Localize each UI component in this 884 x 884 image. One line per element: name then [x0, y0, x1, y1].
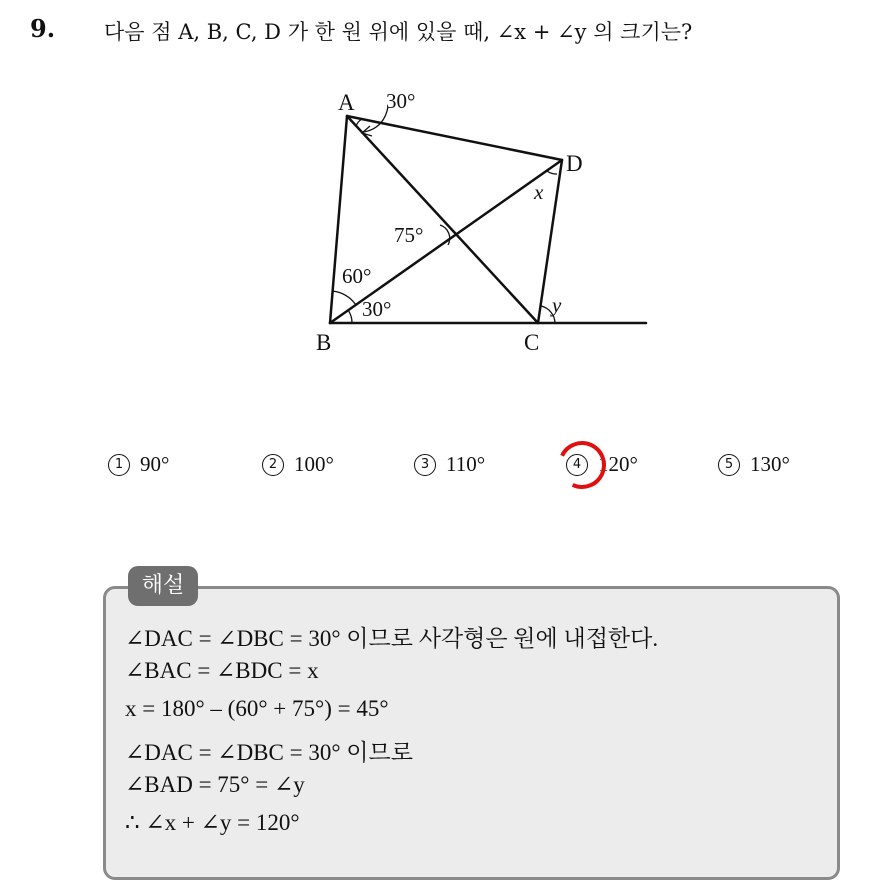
- solution-line-5: ∠BAD = 75° = ∠y: [125, 772, 305, 797]
- label-angle-a-30: 30°: [386, 89, 416, 113]
- solution-lines: [125, 620, 658, 848]
- choice-4[interactable]: [566, 452, 638, 477]
- arc-d-x: [547, 171, 557, 174]
- label-angle-d-x: x: [534, 180, 544, 204]
- choice-value-2: 100°: [294, 452, 334, 476]
- label-point-d: D: [566, 151, 583, 176]
- choice-1[interactable]: [108, 452, 169, 477]
- geometry-figure: [300, 78, 660, 368]
- choice-number-5: 5: [718, 454, 740, 476]
- choice-3[interactable]: [414, 452, 485, 477]
- choice-number-3: 3: [414, 454, 436, 476]
- answer-mark-circle: [551, 434, 613, 496]
- choice-number-4: 4: [566, 454, 588, 476]
- choice-value-1: 90°: [140, 452, 170, 476]
- choice-number-2: 2: [262, 454, 284, 476]
- segment-ad: [347, 116, 562, 160]
- label-angle-b-60: 60°: [342, 264, 372, 288]
- choice-2[interactable]: [262, 452, 334, 477]
- choice-value-4: 120°: [598, 452, 638, 476]
- solution-line-1: ∠DAC = ∠DBC = 30° 이므로 사각형은 원에 내접한다.: [125, 626, 659, 651]
- arc-a-30: [356, 119, 362, 126]
- choice-value-5: 130°: [750, 452, 790, 476]
- label-angle-c-y: y: [552, 293, 562, 317]
- choice-number-1: 1: [108, 454, 130, 476]
- arc-b-60: [332, 291, 356, 305]
- solution-line-6: ∴ ∠x + ∠y = 120°: [125, 810, 300, 835]
- arc-b-30: [348, 310, 352, 323]
- solution-line-4: ∠DAC = ∠DBC = 30° 이므로: [125, 740, 413, 765]
- solution-line-3: x = 180° – (60° + 75°) = 45°: [125, 696, 389, 721]
- choice-value-3: 110°: [446, 452, 486, 476]
- question-text: 다음 점 A, B, C, D 가 한 원 위에 있을 때, ∠x + ∠y 의 크기는?: [104, 20, 693, 44]
- label-point-c: C: [524, 330, 540, 355]
- label-point-a: A: [338, 90, 355, 115]
- solution-line-2: ∠BAC = ∠BDC = x: [125, 658, 319, 683]
- label-angle-mid-75: 75°: [394, 223, 424, 247]
- solution-tag: 해설: [128, 566, 198, 606]
- label-angle-b-30: 30°: [362, 297, 392, 321]
- question-number: 9.: [30, 14, 56, 43]
- choice-5[interactable]: [718, 452, 790, 477]
- label-point-b: B: [316, 330, 332, 355]
